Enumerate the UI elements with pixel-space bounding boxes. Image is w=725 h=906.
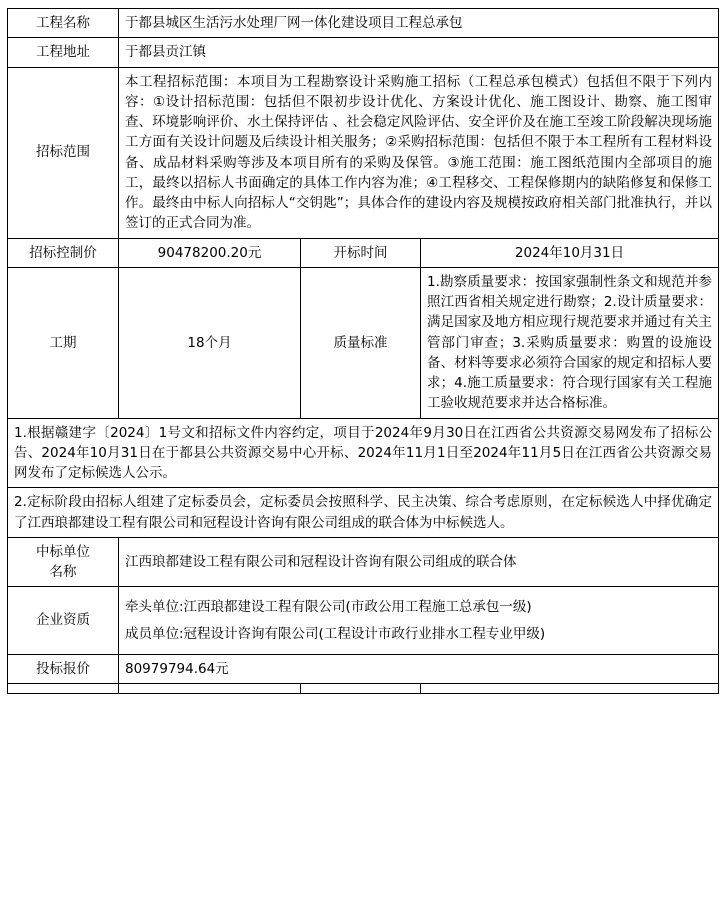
control-price-label: 招标控制价: [8, 238, 119, 267]
control-price-value: 90478200.20元: [119, 238, 301, 267]
qualification-label: 企业资质: [8, 587, 119, 655]
project-address-value: 于都县贡江镇: [119, 38, 719, 67]
winner-label-line-1: 中标单位: [36, 543, 90, 560]
quality-standard-label: 质量标准: [301, 267, 421, 418]
winner-value: 江西琅都建设工程有限公司和冠程设计咨询有限公司组成的联合体: [119, 537, 719, 587]
bid-open-time-label: 开标时间: [301, 238, 421, 267]
qualification-value: [119, 587, 719, 655]
winner-label: [8, 537, 119, 587]
table-row-qualification: [8, 587, 719, 655]
partial-cell-4: [421, 684, 719, 694]
table-row-note-2: [8, 488, 719, 538]
bid-scope-label: 招标范围: [8, 67, 119, 238]
table-row-project-address: [8, 38, 719, 67]
partial-cell-2: [119, 684, 301, 694]
table-row-note-1: [8, 418, 719, 488]
table-row-duration-quality: [8, 267, 719, 418]
project-name-label: 工程名称: [8, 9, 119, 38]
table-row-winner: [8, 537, 719, 587]
table-row-project-name: [8, 9, 719, 38]
table-row-partial-next: [8, 684, 719, 694]
winner-label-line-2: 名称: [49, 564, 77, 580]
duration-value: 18个月: [119, 267, 301, 418]
note-paragraph-2: 2.定标阶段由招标人组建了定标委员会，定标委员会按照科学、民主决策、综合考虑原则，在定标候选人中择优确定了江西琅都建设工程有限公司和冠程设计咨询有限公司组成的联合体为中标候选人。: [8, 488, 719, 538]
partial-cell-1: [8, 684, 119, 694]
bid-scope-value: 本工程招标范围：本项目为工程勘察设计采购施工招标（工程总承包模式）包括但不限于下列内容：①设计招标范围：包括但不限初步设计优化、方案设计优化、施工图设计、勘察、施工图审查、环境影响评价、水土保持评估 、社会稳定风险评估、安全评价及在施工至竣工阶段解决现场施工方面有关设计问题及后续设计相关服务；②采购招标范围：包括但不限于本工程所有工程材料设备、成品材料采购等涉及本项目所有的采购及保管。③施工范围：施工图纸范围内全部项目的施工，最终以招标人书面确定的具体工作内容为准；④工程移交、工程保修期内的缺陷修复和保修工作。最终由中标人向招标人“交钥匙”；具体合作的建设内容及规模按政府相关部门批准执行，并以签订的正式合同为准。: [119, 67, 719, 238]
quality-standard-value: 1.勘察质量要求：按国家强制性条文和规范并参照江西省相关规定进行勘察；2.设计质量要求：满足国家及地方相应现行规范要求并通过有关主管部门审查；3.采购质量要求：购置的设施设备、材料等要求必须符合国家的规定和招标人要求；4.施工质量要求：符合现行国家有关工程施工验收规范要求并达合格标准。: [421, 267, 719, 418]
bid-result-table: [7, 8, 719, 694]
table-row-bid-scope: [8, 67, 719, 238]
bid-open-time-value: 2024年10月31日: [421, 238, 719, 267]
partial-cell-3: [301, 684, 421, 694]
qualification-line-1: 牵头单位:江西琅都建设工程有限公司(市政公用工程施工总承包一级): [125, 599, 532, 616]
duration-label: 工期: [8, 267, 119, 418]
note-paragraph-1: 1.根据赣建字〔2024〕1号文和招标文件内容约定，项目于2024年9月30日在江西省公共资源交易网发布了招标公告、2024年10月31日在于都县公共资源交易中心开标、2024年11月1日至2024年11月5日在江西省公共资源交易网发布了定标候选人公示。: [8, 418, 719, 488]
bid-price-value: 80979794.64元: [119, 654, 719, 683]
bid-price-label: 投标报价: [8, 654, 119, 683]
qualification-line-2: 成员单位:冠程设计咨询有限公司(工程设计市政行业排水工程专业甲级): [125, 625, 546, 642]
table-row-bid-price: [8, 654, 719, 683]
table-row-control-price: [8, 238, 719, 267]
project-name-value: 于都县城区生活污水处理厂网一体化建设项目工程总承包: [119, 9, 719, 38]
project-address-label: 工程地址: [8, 38, 119, 67]
